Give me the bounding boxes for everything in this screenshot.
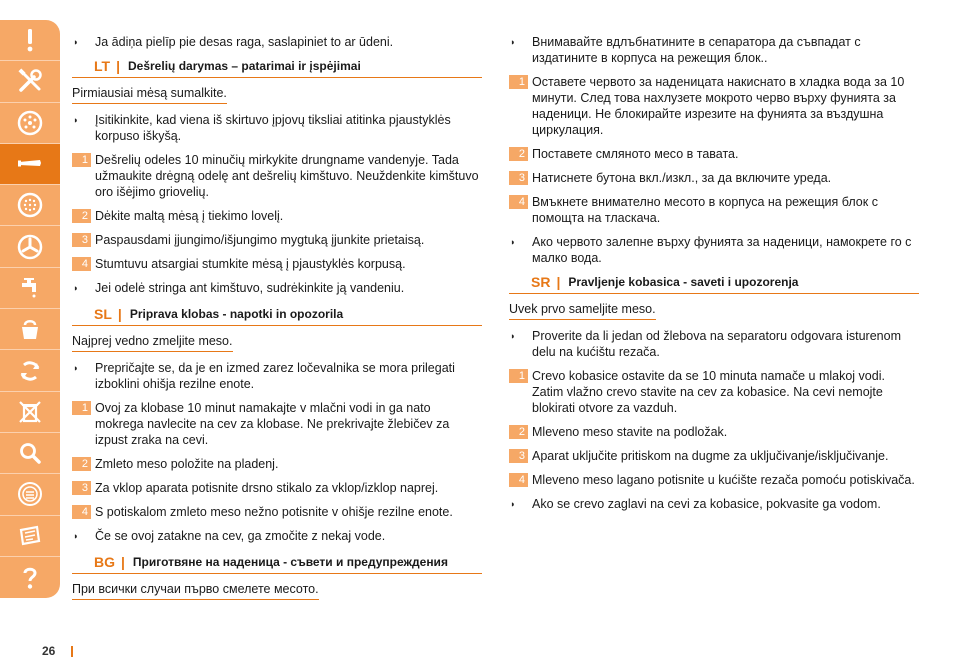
page-number-divider [71, 646, 73, 657]
guarantee-icon [16, 480, 44, 508]
language-separator: | [556, 274, 561, 290]
sausage-horn-icon [16, 150, 44, 178]
item-text: Dešrelių odeles 10 minučių mirkykite drungname vandenyje. Tada užmaukite drėgną odelę ant dešrelių kimštuvo. Neuždenkite kimštuvo oro išėjimo griovelių. [95, 153, 479, 199]
language-code: SL [94, 306, 112, 322]
bullet-icon: ◗ [510, 331, 516, 341]
bin-icon [16, 398, 44, 426]
step-number: 4 [72, 505, 91, 519]
sidebar-tab-environment[interactable] [0, 392, 60, 433]
item-text: Натиснете бутона вкл./изкл., за да включите уреда. [532, 171, 832, 185]
language-code: SR [531, 274, 551, 290]
item-text: Ако червото залепне върху фунията за наденици, намокрете го с малко вода. [532, 235, 912, 265]
bullet-icon: ◗ [510, 237, 516, 247]
item-text: Stumtuvu atsargiai stumkite mėsą į pjaustyklės korpusą. [95, 257, 406, 271]
step-number: 1 [72, 401, 91, 415]
step-item [509, 146, 919, 162]
cutter-icon [16, 233, 44, 261]
step-item [509, 74, 919, 138]
intro-text: При всички случаи първо смелете месото. [72, 581, 319, 600]
item-text: Paspausdami įjungimo/išjungimo mygtuką įjunkite prietaisą. [95, 233, 425, 247]
faucet-icon [16, 274, 44, 302]
language-code: BG [94, 554, 115, 570]
item-text: Поставете смляното месо в тавата. [532, 147, 739, 161]
bullet-item [509, 496, 919, 512]
tools-icon [16, 67, 44, 95]
intro-wrapper [72, 580, 482, 608]
page-number: 26 [42, 644, 56, 658]
bullet-icon: ◗ [73, 363, 79, 373]
sidebar [0, 20, 60, 598]
step-item [72, 456, 482, 472]
item-text: Внимавайте вдлъбнатините в сепаратора да съвпадат с издатините в корпуса на режещия блок.. [532, 35, 861, 65]
bullet-item [72, 34, 482, 50]
bullet-icon: ◗ [510, 37, 516, 47]
language-separator: | [116, 58, 120, 74]
step-number: 3 [509, 171, 528, 185]
section-header [509, 274, 919, 294]
section-lt [72, 58, 482, 296]
disc-icon [16, 109, 44, 137]
step-number: 2 [509, 425, 528, 439]
intro-text: Pirmiausiai mėsą sumalkite. [72, 85, 227, 104]
sidebar-tab-manual[interactable] [0, 516, 60, 557]
item-text: Mleveno meso lagano potisnite u kućište rezača pomoću potiskivača. [532, 473, 915, 487]
step-number: 3 [509, 449, 528, 463]
section-title: Приготвяне на наденица - съвети и предупреждения [132, 555, 448, 569]
left-column [72, 34, 482, 618]
bullet-item [509, 34, 919, 66]
section-header [72, 58, 482, 78]
sidebar-tab-troubleshooting[interactable] [0, 433, 60, 474]
section-header [72, 306, 482, 326]
section-title: Dešrelių darymas – patarimai ir įspėjimai [128, 59, 361, 73]
step-item [509, 170, 919, 186]
step-item [72, 232, 482, 248]
intro-text: Uvek prvo sameljite meso. [509, 301, 656, 320]
bullet-icon: ◗ [73, 531, 79, 541]
item-text: Įsitikinkite, kad viena iš skirtuvo įpjovų tiksliai atitinka pjaustyklės korpuso iškyšą. [95, 113, 451, 143]
bullet-icon: ◗ [73, 37, 79, 47]
item-text: Ja ādiņa pielīp pie desas raga, saslapiniet to ar ūdeni. [95, 35, 394, 49]
item-text: Za vklop aparata potisnite drsno stikalo za vklop/izklop naprej. [95, 481, 439, 495]
bullet-icon: ◗ [73, 115, 79, 125]
bullet-item [72, 280, 482, 296]
fine-disc-icon [16, 191, 44, 219]
step-number: 1 [509, 75, 528, 89]
sidebar-tab-warnings[interactable] [0, 20, 60, 61]
item-text: Ako se crevo zaglavi na cevi za kobasice, pokvasite ga vodom. [532, 497, 881, 511]
step-item [72, 152, 482, 200]
sidebar-tab-sausage[interactable] [0, 144, 60, 185]
question-icon [16, 564, 44, 592]
intro-wrapper [72, 332, 482, 360]
step-item [72, 400, 482, 448]
item-text: Dėkite maltą mėsą į tiekimo lovelį. [95, 209, 284, 223]
step-number: 1 [509, 369, 528, 383]
right-column [509, 34, 919, 522]
item-text: S potiskalom zmleto meso nežno potisnite v ohišje rezilne enote. [95, 505, 453, 519]
item-text: Aparat uključite pritiskom na dugme za uključivanje/isključivanje. [532, 449, 889, 463]
language-separator: | [121, 554, 125, 570]
bullet-item [72, 528, 482, 544]
item-text: Če se ovoj zatakne na cev, ga zmočite z nekaj vode. [95, 529, 386, 543]
intro-wrapper [509, 300, 919, 328]
item-text: Crevo kobasice ostavite da se 10 minuta namače u mlakoj vodi. Zatim vlažno crevo stavite na cev za kobasice. Na cevi nemojte blokirati otvore za vazduh. [532, 369, 885, 415]
item-text: Вмъкнете внимателно месото в корпуса на режещия блок с помощта на тласкача. [532, 195, 878, 225]
step-number: 2 [72, 457, 91, 471]
item-text: Zmleto meso položite na pladenj. [95, 457, 279, 471]
recipe-icon [16, 315, 44, 343]
sidebar-tab-cleaning[interactable] [0, 268, 60, 309]
step-item [72, 208, 482, 224]
item-text: Ovoj za klobase 10 minut namakajte v mlačni vodi in ga nato mokrega navlecite na cev za klobase. Ne prekrivajte žlebičev za izpust zraka na cevi. [95, 401, 450, 447]
sidebar-tab-tools[interactable] [0, 61, 60, 102]
step-number: 2 [509, 147, 528, 161]
step-item [72, 480, 482, 496]
step-item [72, 256, 482, 272]
sidebar-tab-questions[interactable] [0, 557, 60, 598]
section-sl [72, 306, 482, 544]
item-text: Оставете червото за наденицата накиснато в хладка вода за 10 минути. След това нахлузете мокрото черво върху фунията за наденици. Не блокирайте изрезите на фунията за въздушна циркулация. [532, 75, 905, 137]
language-code: LT [94, 58, 111, 74]
step-item [509, 472, 919, 488]
step-item [72, 504, 482, 520]
step-item [509, 194, 919, 226]
sidebar-tab-disc[interactable] [0, 103, 60, 144]
bullet-icon: ◗ [510, 499, 516, 509]
step-item [509, 448, 919, 464]
step-number: 4 [72, 257, 91, 271]
step-number: 4 [509, 195, 528, 209]
bullet-item [72, 360, 482, 392]
sidebar-tab-fine-disc[interactable] [0, 185, 60, 226]
section-header [72, 554, 482, 574]
magnifier-icon [16, 439, 44, 467]
bullet-icon: ◗ [73, 283, 79, 293]
sidebar-tab-cutter[interactable] [0, 226, 60, 267]
bullet-item [509, 234, 919, 266]
step-number: 4 [509, 473, 528, 487]
section-sr [509, 274, 919, 512]
bullet-item [72, 112, 482, 144]
sidebar-tab-storage[interactable] [0, 350, 60, 391]
manual-icon [16, 522, 44, 550]
step-number: 1 [72, 153, 91, 167]
bullet-item [509, 328, 919, 360]
sidebar-tab-recipes[interactable] [0, 309, 60, 350]
step-number: 3 [72, 481, 91, 495]
exclamation-icon [16, 26, 44, 54]
step-number: 3 [72, 233, 91, 247]
section-title: Priprava klobas - napotki in opozorila [129, 307, 344, 321]
step-item [509, 424, 919, 440]
item-text: Prepričajte se, da je en izmed zarez ločevalnika se mora prilegati izboklini ohišja rezilne enote. [95, 361, 455, 391]
step-item [509, 368, 919, 416]
item-text: Jei odelė stringa ant kimštuvo, sudrėkinkite ją vandeniu. [95, 281, 405, 295]
item-text: Proverite da li jedan od žlebova na separatoru odgovara isturenom delu na kućištu rezača. [532, 329, 901, 359]
recycle-icon [16, 357, 44, 385]
step-number: 2 [72, 209, 91, 223]
intro-wrapper [72, 84, 482, 112]
item-text: Mleveno meso stavite na podložak. [532, 425, 728, 439]
section-title: Pravljenje kobasica - saveti i upozorenja [568, 275, 799, 289]
language-separator: | [117, 306, 122, 322]
section-bg [72, 554, 482, 608]
sidebar-tab-guarantee[interactable] [0, 474, 60, 515]
intro-text: Najprej vedno zmeljite meso. [72, 333, 233, 352]
